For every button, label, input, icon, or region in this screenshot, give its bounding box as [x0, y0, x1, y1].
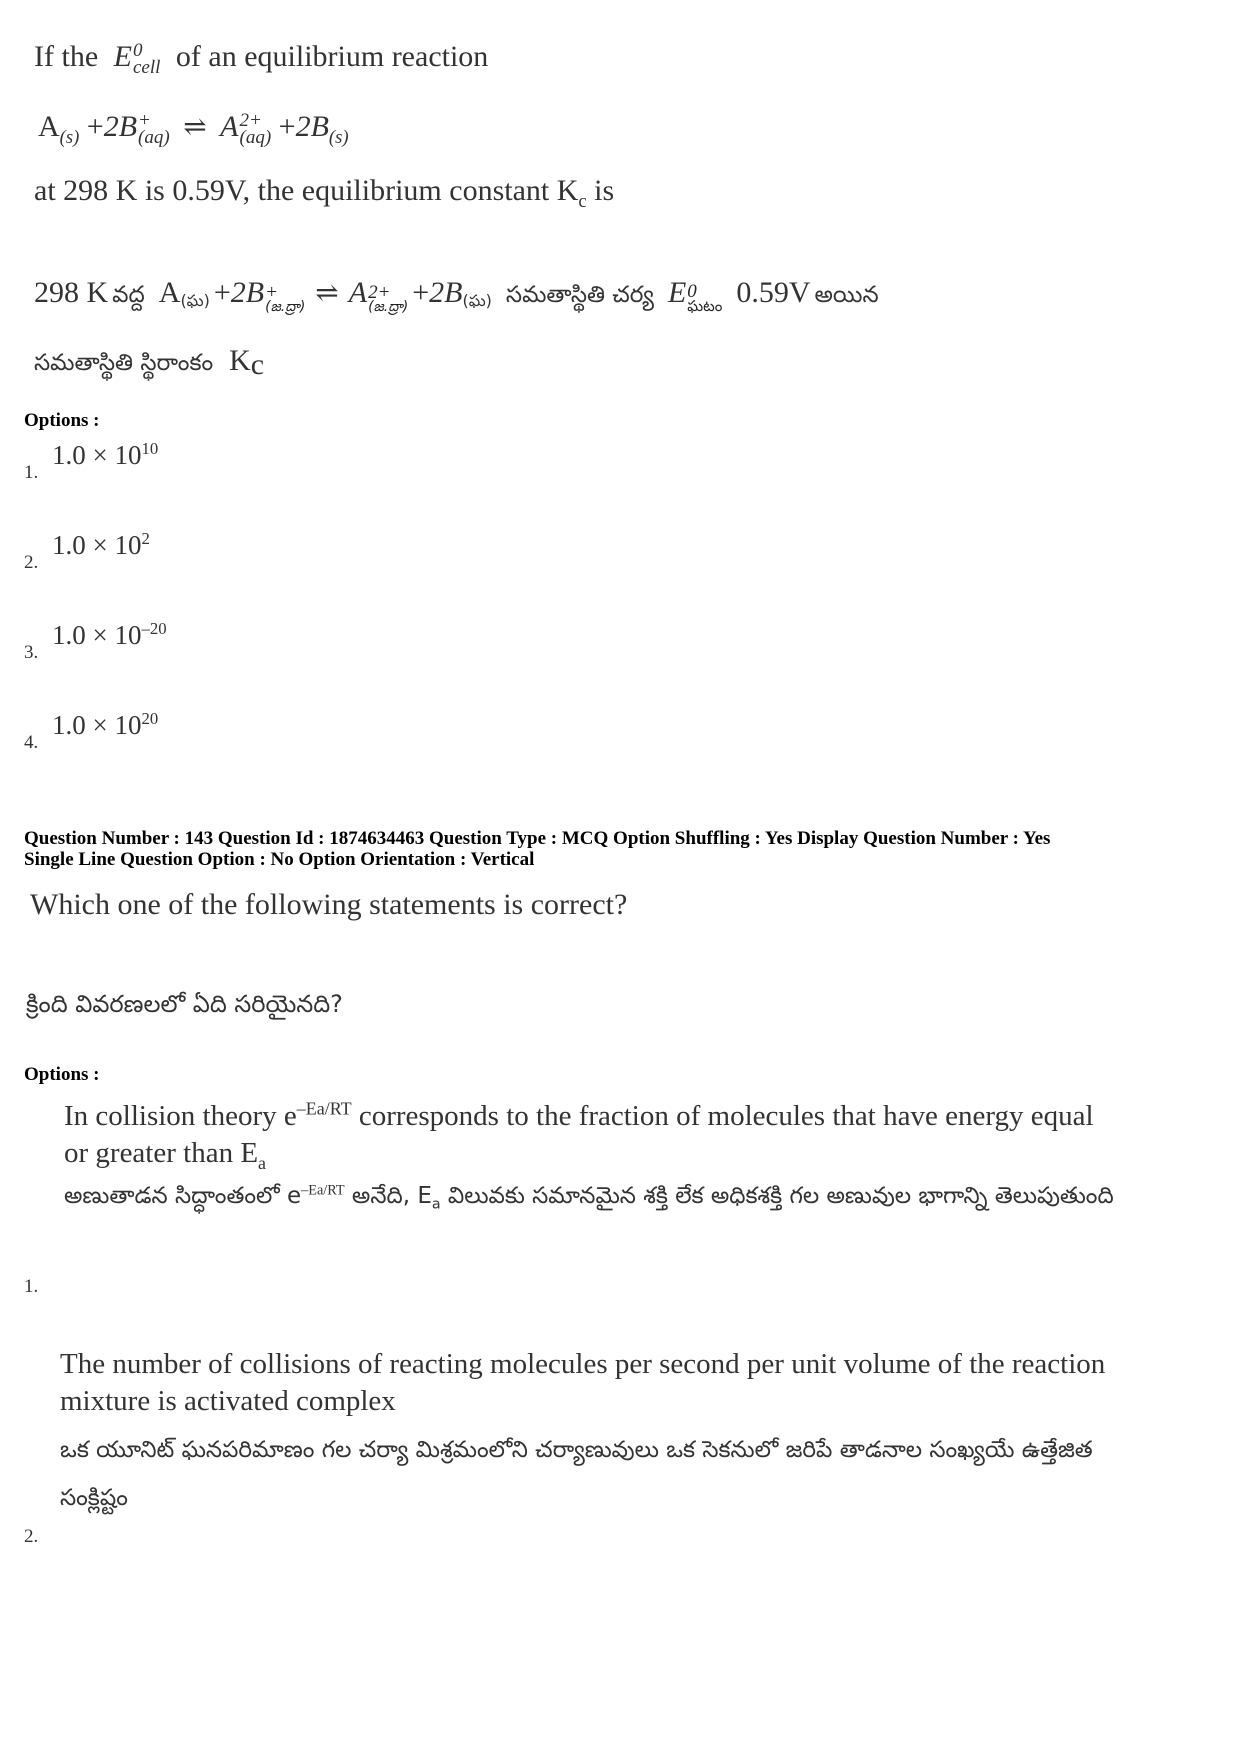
q143-question-en: Which one of the following statements is correct? — [30, 888, 628, 921]
q143-option-1-te: అణుతాడన సిద్ధాంతంలో $e^{-Ea/RT}$ అనేది, $E_a$ విలువకు సమానమైన శక్తి లేక అధికశక్తి గల అణువుల భాగాన్ని తెలుపుతుంది — [64, 1182, 1114, 1213]
q142-telugu-line2: సమతాస్థితి స్థిరాంకం $K_c$ — [34, 344, 265, 382]
q143-meta-line2: Single Line Question Option : No Option Orientation : Vertical — [24, 849, 535, 870]
q143-meta — [24, 828, 1050, 870]
q142-option-1-number: 1. — [24, 462, 39, 483]
q143-option-2-te: ఒక యూనిట్ ఘనపరిమాణం గల చర్యా మిశ్రమంలోని చర్యాణువులు ఒక సెకనులో జరిపే తాడనాల సంఖ్యయే ఉత్తేజిత సంక్లిష్టం — [60, 1437, 1093, 1511]
q142-equation: $A_{(s)} +2B$ + (aq) ⇌ A 2+ (aq) $+2B_{(s)}$ — [38, 110, 349, 149]
equilibrium-arrow-icon: ⇌ — [183, 112, 207, 143]
q142-option-3[interactable]: $1.0 \times 10^{-20}$ — [52, 619, 167, 650]
q142-option-4-number: 4. — [24, 732, 39, 753]
q142-option-4[interactable]: $1.0 \times 10^{20}$ — [52, 709, 159, 740]
q142-condition: at 298 K is 0.59V, the equilibrium constant $K_c$ is — [34, 174, 615, 212]
q143-option-2-en: The number of collisions of reacting molecules per second per unit volume of the reaction mixture is activated complex — [60, 1348, 1106, 1417]
q142-option-3-number: 3. — [24, 642, 39, 663]
q143-option-1[interactable] — [64, 1098, 1124, 1220]
q143-option-1-number: 1. — [24, 1276, 39, 1297]
q142-option-2-number: 2. — [24, 552, 39, 573]
q142-intro-post: of an equilibrium reaction — [175, 40, 489, 73]
q142-intro — [34, 40, 488, 77]
q142-telugu-line1: 298 K వద్ద $A_{(ఘ)} +2B$ + (జ.ద్రా) ⇌ A 2+ (జ.ద్రా) $+2B_{(ఘ)}$ సమతాస్థితి చర్య E 0 ఘటం 0.59V అయిన — [34, 276, 879, 316]
q142-intro-pre: If the — [34, 40, 99, 73]
q143-option-1-en: In collision theory $e^{-Ea/RT}$ corresponds to the fraction of molecules that have energy equal or greater than $E_a$ — [64, 1098, 1094, 1173]
q143-options-label: Options : — [24, 1064, 100, 1085]
q142-option-1[interactable]: $1.0 \times 10^{10}$ — [52, 439, 159, 470]
q142-options-label: Options : — [24, 410, 100, 431]
q143-option-2-number: 2. — [24, 1526, 39, 1547]
q143-meta-line1: Question Number : 143 Question Id : 1874634463 Question Type : MCQ Option Shuffling : Yes Display Question Number : Yes — [24, 828, 1051, 849]
q143-option-2[interactable] — [60, 1346, 1120, 1522]
q142-option-2[interactable]: $1.0 \times 10^2$ — [52, 529, 150, 560]
q143-question-te: క్రింది వివరణలలో ఏది సరియైనది? — [26, 990, 343, 1018]
ecell-scripts: 0 cell — [132, 40, 161, 79]
ecell-symbol: E — [113, 40, 132, 73]
